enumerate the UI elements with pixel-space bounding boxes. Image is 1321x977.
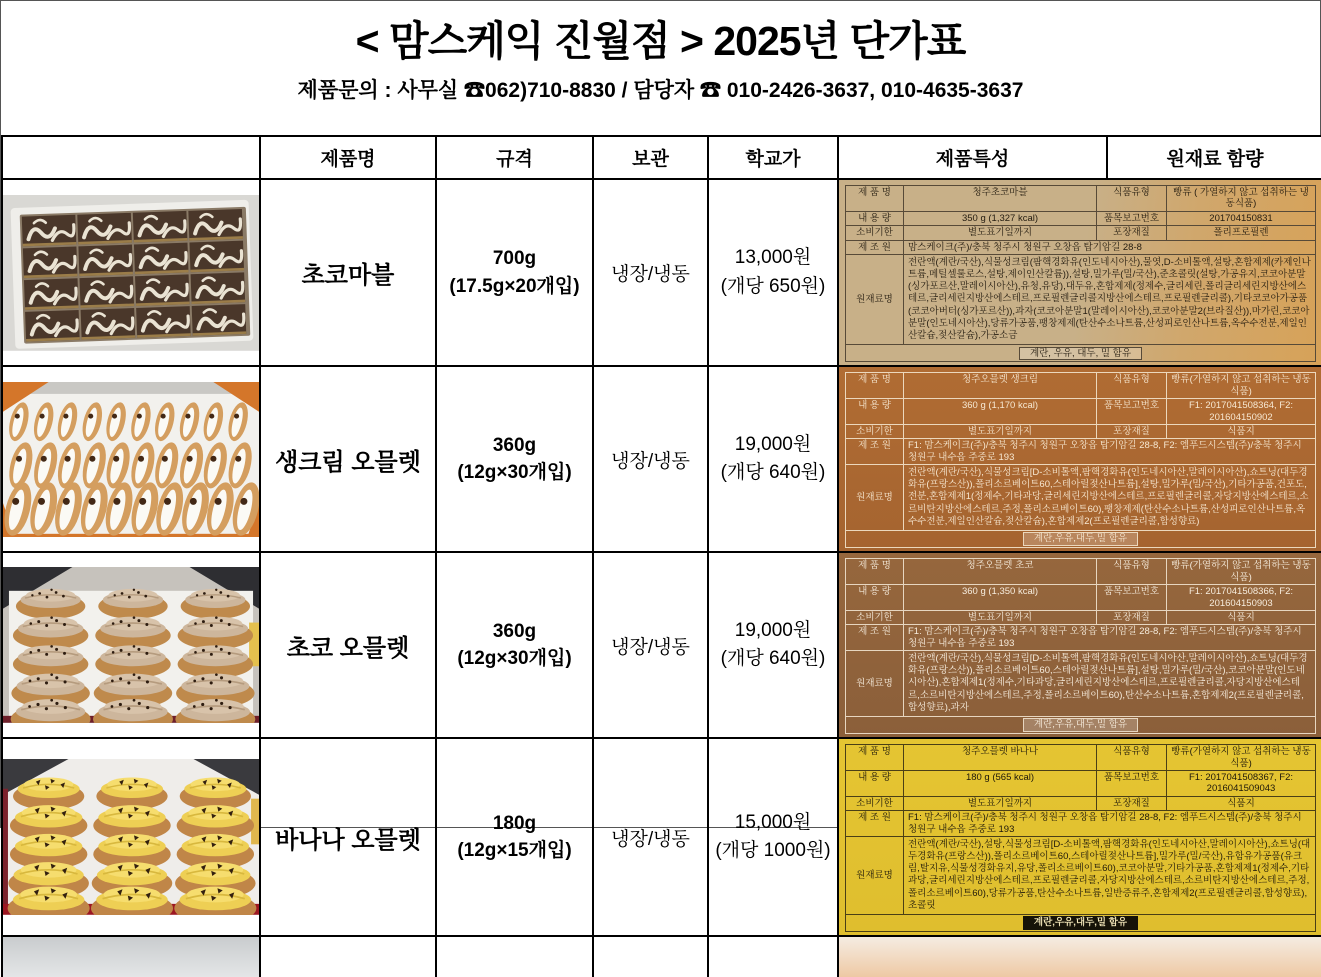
label-key-ingredients: 원재료명 — [846, 651, 904, 716]
label-key-report: 품목보고번호 — [1097, 212, 1167, 225]
label-packaging: 식품지 — [1227, 426, 1255, 437]
label-expiry: 별도표기일까지 — [904, 226, 1097, 239]
label-key-packaging: 포장재질 — [1097, 425, 1167, 438]
label-key-ingredients: 원재료명 — [846, 255, 904, 344]
label-key-product: 제 품 명 — [846, 559, 904, 584]
contact-line: 제품문의 : 사무실 ☎062)710-8830 / 담당자 ☎ 010-2426-3637, 010-4635-3637 — [297, 79, 1024, 103]
label-key-report: 품목보고번호 — [1097, 585, 1167, 610]
label-expiry: 별도표기일까지 — [904, 611, 1097, 624]
spec-weight: 700g — [492, 248, 537, 270]
table-row — [2, 738, 1321, 936]
label-product-name: 청주오믈렛 생크림 — [904, 373, 1097, 398]
price-per-unit: (개당 1000원) — [715, 840, 831, 862]
spec-weight: 180g — [492, 812, 537, 834]
label-report-no: F1: 2017041508364, F2: 201604150902 — [1188, 400, 1294, 423]
label-allergens: 계란,우유,대두,밀 함유 — [1023, 532, 1138, 545]
label-product-name: 청주오믈렛 바나나 — [904, 745, 1097, 770]
label-key-expiry: 소비기한 — [846, 425, 904, 438]
label-food-type: 빵류(가열하지 않고 섭취하는 냉동식품) — [1171, 560, 1311, 583]
spec-label-cell — [838, 366, 1321, 552]
cream-omelette-box-photo — [3, 382, 259, 538]
storage: 냉장/냉동 — [593, 552, 708, 738]
spec-detail: (12g×30개입) — [457, 462, 572, 484]
label-report-no: F1: 2017041508367, F2: 2016041509043 — [1188, 772, 1294, 795]
table-row — [2, 366, 1321, 552]
label-key-ingredients: 원재료명 — [846, 837, 904, 914]
price-total: 13,000원 — [734, 247, 812, 269]
header-feature: 제품특성 — [838, 136, 1107, 179]
label-key-ingredients: 원재료명 — [846, 465, 904, 530]
choco-marble-tray-photo — [3, 195, 259, 351]
price-total: 15,000원 — [734, 811, 812, 833]
header-row — [2, 136, 1321, 179]
header-photo — [2, 136, 260, 179]
page-title: < 맘스케익 진월점 > 2025년 단가표 — [355, 18, 966, 64]
label-packaging: 식품지 — [1227, 611, 1255, 623]
table-row — [2, 179, 1321, 366]
product-spec-label — [839, 553, 1321, 737]
price-per-unit: (개당 650원) — [720, 275, 826, 297]
label-allergens: 계란,우유,대두,밀 함유 — [1023, 718, 1138, 731]
spec-label-cell — [838, 936, 1321, 977]
label-maker: F1: 맘스케이크(주)/충북 청주시 청원구 오창읍 탑기암길 28-8, F2: 엠푸드시스템(주)/충북 청주시 청원구 내수읍 주중로 193 — [908, 440, 1302, 463]
label-key-amount: 내 용 량 — [846, 771, 904, 796]
product-spec — [436, 552, 593, 738]
price-total: 19,000원 — [734, 619, 812, 641]
storage: 냉장/냉동 — [593, 738, 708, 936]
label-ingredients: 전란액(계란/국산),식물성크림[D-소비톨액,팜핵경화유(인도네시아산,말레이시아산),쇼트닝(대두경화유(프랑스산)),폴리소르베이트60,스테아릴젖산나트륨],설탕,밀가루(밀/국산),코코아분말(인도네시아산),혼합제제1(정제수,기타과당,글리세린지방산에스테르,프로필렌글리콜,자당지방산에스테르,소르비탄지방산에스테르,주정,폴리소르베이트60),탄산수소나트륨,혼합제제2(프로필렌글리콜,합성향료),과자 — [908, 653, 1308, 713]
header-product-name: 제품명 — [260, 136, 436, 179]
next-product-label — [839, 937, 1321, 977]
document-header — [1, 1, 1320, 135]
photo-cell — [2, 179, 260, 366]
label-key-report: 품목보고번호 — [1097, 771, 1167, 796]
header-school-price: 학교가 — [708, 136, 838, 179]
product-name: 바나나 오믈렛 — [260, 738, 436, 936]
product-spec-label — [839, 367, 1321, 551]
label-ingredients: 전란액(계란/국산),식물성크림[D-소비톨액,팜핵경화유(인도네시아산,말레이시아산),쇼트닝(대두경화유(프랑스산)),폴리소르베이트60,스테아릴젖산나트륨],설탕,밀가루(밀/국산),기타가공품,건포도,전분,혼합제제1(정제수,기타과당,글리세린지방산에스테르,프로필렌글리콜,자당지방산에스테르,소르비탄지방산에스테르,주정,폴리소르베이트60),팽창제제(탄산수소나트륨,산성피로인산나트륨,옥수수전분,제일인산칼슘,젖산칼슘),혼합제제2(프로필렌글리콜,합성향료) — [908, 467, 1309, 527]
spec-label-cell — [838, 179, 1321, 366]
label-key-expiry: 소비기한 — [846, 797, 904, 810]
label-packaging: 폴리프로필렌 — [1213, 227, 1269, 239]
label-key-packaging: 포장재질 — [1097, 797, 1167, 810]
product-name: 초코 오믈렛 — [260, 552, 436, 738]
label-key-type: 식품유형 — [1097, 559, 1167, 584]
product-name: 생크림 오믈렛 — [260, 366, 436, 552]
school-price — [708, 552, 838, 738]
storage: 냉장/냉동 — [593, 179, 708, 366]
price-per-unit: (개당 640원) — [720, 648, 826, 670]
spec-detail: (17.5g×20개입) — [449, 275, 580, 297]
photo-cell — [2, 552, 260, 738]
school-price — [708, 179, 838, 366]
label-product-name: 청주오믈렛 초코 — [904, 559, 1097, 584]
product-spec-label — [839, 739, 1321, 935]
price-per-unit: (개당 640원) — [720, 462, 826, 484]
label-key-product: 제 품 명 — [846, 745, 904, 770]
label-key-packaging: 포장재질 — [1097, 611, 1167, 624]
label-expiry: 별도표기일까지 — [904, 425, 1097, 438]
storage: 냉장/냉동 — [593, 366, 708, 552]
label-maker: 맘스케이크(주)/충북 청주시 청원구 오창읍 탑기암길 28-8 — [908, 241, 1142, 253]
label-key-expiry: 소비기한 — [846, 226, 904, 239]
spec-label-cell — [838, 738, 1321, 936]
label-amount: 360 g (1,350 kcal) — [904, 585, 1097, 610]
header-ingredient: 원재료 함량 — [1107, 136, 1321, 179]
label-key-report: 품목보고번호 — [1097, 399, 1167, 424]
label-amount: 180 g (565 kcal) — [904, 771, 1097, 796]
label-ingredients: 전란액(계란/국산),식물성크림(팜핵경화유(인도네시아산),물엿,D-소비톨액,설탕,혼합제제(카제인나트륨,메틸셀룰로스,설탕,제이인산칼륨)),설탕,밀가루(밀/국산),준초콜릿(설탕,가공유지,코코아분말(싱가포르산,말레이시아산),유청,유당),대두유,혼합제제(정제수,글리세린,폴리글리세린지방산에스테르,글리세린지방산에스테르,프로필렌글리콜지방산에스테르,프로필렌글리콜),기타코코아가공품(코코아버터(싱가포르산)),과자(코코아분말1(말레이시아산),코코아분말2(브라질산)),마가린,코코아분말(인도네시아산),당류가공품,팽창제제(탄산수소나트륨,산성피로인산나트륨,옥수수전분,제일인산칼슘,젖산칼슘),가공소금 — [908, 256, 1311, 341]
price-table — [1, 135, 1321, 977]
label-key-expiry: 소비기한 — [846, 611, 904, 624]
choco-omelette-tray-photo — [3, 567, 259, 723]
spec-detail: (12g×30개입) — [457, 648, 572, 670]
label-ingredients: 전란액(계란/국산),설탕,식물성크림[D-소비톨액,팜핵경화유(인도네시아산,말레이시아산),쇼트닝(대두경화유(프랑스산)),폴리소르베이트60,스테아릴젖산나트륨],밀가루(밀/국산),유함유가공품(유크림,탈지유,식물성경화유지,유당,폴리소르베이트60),코코아분말,기타가공품,혼합제제1(정제수,기타과당,글리세린지방산에스테르,프로필렌글리콜,자당지방산에스테르,소르비탄지방산에스테르,주정,폴리소르베이트60),당류가공품,탄산수소나트륨,일반증류주,혼합제제2(프로필렌글리콜,합성향료),초콜릿 — [908, 838, 1311, 911]
school-price — [708, 738, 838, 936]
label-maker: F1: 맘스케이크(주)/충북 청주시 청원구 오창읍 탑기암길 28-8, F2: 엠푸드시스템(주)/충북 청주시 청원구 내수읍 주중로 193 — [908, 812, 1302, 835]
label-allergens: 계란, 우유, 대두, 밀 함유 — [1019, 347, 1142, 360]
spec-label-cell — [838, 552, 1321, 738]
label-key-maker: 제 조 원 — [846, 811, 904, 836]
label-report-no: 201704150831 — [1209, 212, 1273, 224]
label-report-no: F1: 2017041508366, F2: 201604150903 — [1188, 586, 1294, 609]
label-amount: 350 g (1,327 kcal) — [904, 212, 1097, 225]
label-key-type: 식품유형 — [1097, 373, 1167, 398]
product-spec-label — [839, 180, 1321, 365]
label-key-type: 식품유형 — [1097, 186, 1167, 211]
table-row — [2, 552, 1321, 738]
label-key-maker: 제 조 원 — [846, 625, 904, 650]
product-spec — [436, 738, 593, 936]
product-spec — [436, 366, 593, 552]
label-food-type: 빵류(가열하지 않고 섭취하는 냉동식품) — [1171, 746, 1311, 769]
spec-weight: 360g — [492, 620, 537, 642]
label-key-type: 식품유형 — [1097, 745, 1167, 770]
spec-weight: 360g — [492, 434, 537, 456]
table-row-partial — [2, 936, 1321, 977]
product-name: 초코마블 — [260, 179, 436, 366]
header-spec: 규격 — [436, 136, 593, 179]
label-food-type: 빵류 ( 가열하지 않고 섭취하는 냉동식품) — [1173, 187, 1309, 210]
label-amount: 360 g (1,170 kcal) — [904, 399, 1097, 424]
label-packaging: 식품지 — [1227, 797, 1255, 809]
label-key-maker: 제 조 원 — [846, 439, 904, 464]
label-key-amount: 내 용 량 — [846, 212, 904, 225]
label-key-packaging: 포장재질 — [1097, 226, 1167, 239]
label-key-amount: 내 용 량 — [846, 585, 904, 610]
label-key-product: 제 품 명 — [846, 373, 904, 398]
label-product-name: 청주초코마블 — [904, 186, 1097, 211]
spec-detail: (12g×15개입) — [457, 840, 572, 862]
label-food-type: 빵류(가열하지 않고 섭취하는 냉동식품) — [1171, 374, 1311, 397]
product-spec — [436, 179, 593, 366]
label-expiry: 별도표기일까지 — [904, 797, 1097, 810]
label-key-amount: 내 용 량 — [846, 399, 904, 424]
banana-omelette-tray-photo — [3, 759, 259, 915]
header-storage: 보관 — [593, 136, 708, 179]
price-total: 19,000원 — [734, 433, 812, 455]
label-key-product: 제 품 명 — [846, 186, 904, 211]
next-product-photo — [3, 937, 259, 977]
school-price — [708, 366, 838, 552]
label-maker: F1: 맘스케이크(주)/충북 청주시 청원구 오창읍 탑기암길 28-8, F2: 엠푸드시스템(주)/충북 청주시 청원구 내수읍 주중로 193 — [908, 626, 1302, 649]
photo-cell — [2, 936, 260, 977]
label-key-maker: 제 조 원 — [846, 241, 904, 254]
label-allergens: 계란,우유,대두,밀 함유 — [1023, 916, 1138, 929]
photo-cell — [2, 738, 260, 936]
photo-cell — [2, 366, 260, 552]
